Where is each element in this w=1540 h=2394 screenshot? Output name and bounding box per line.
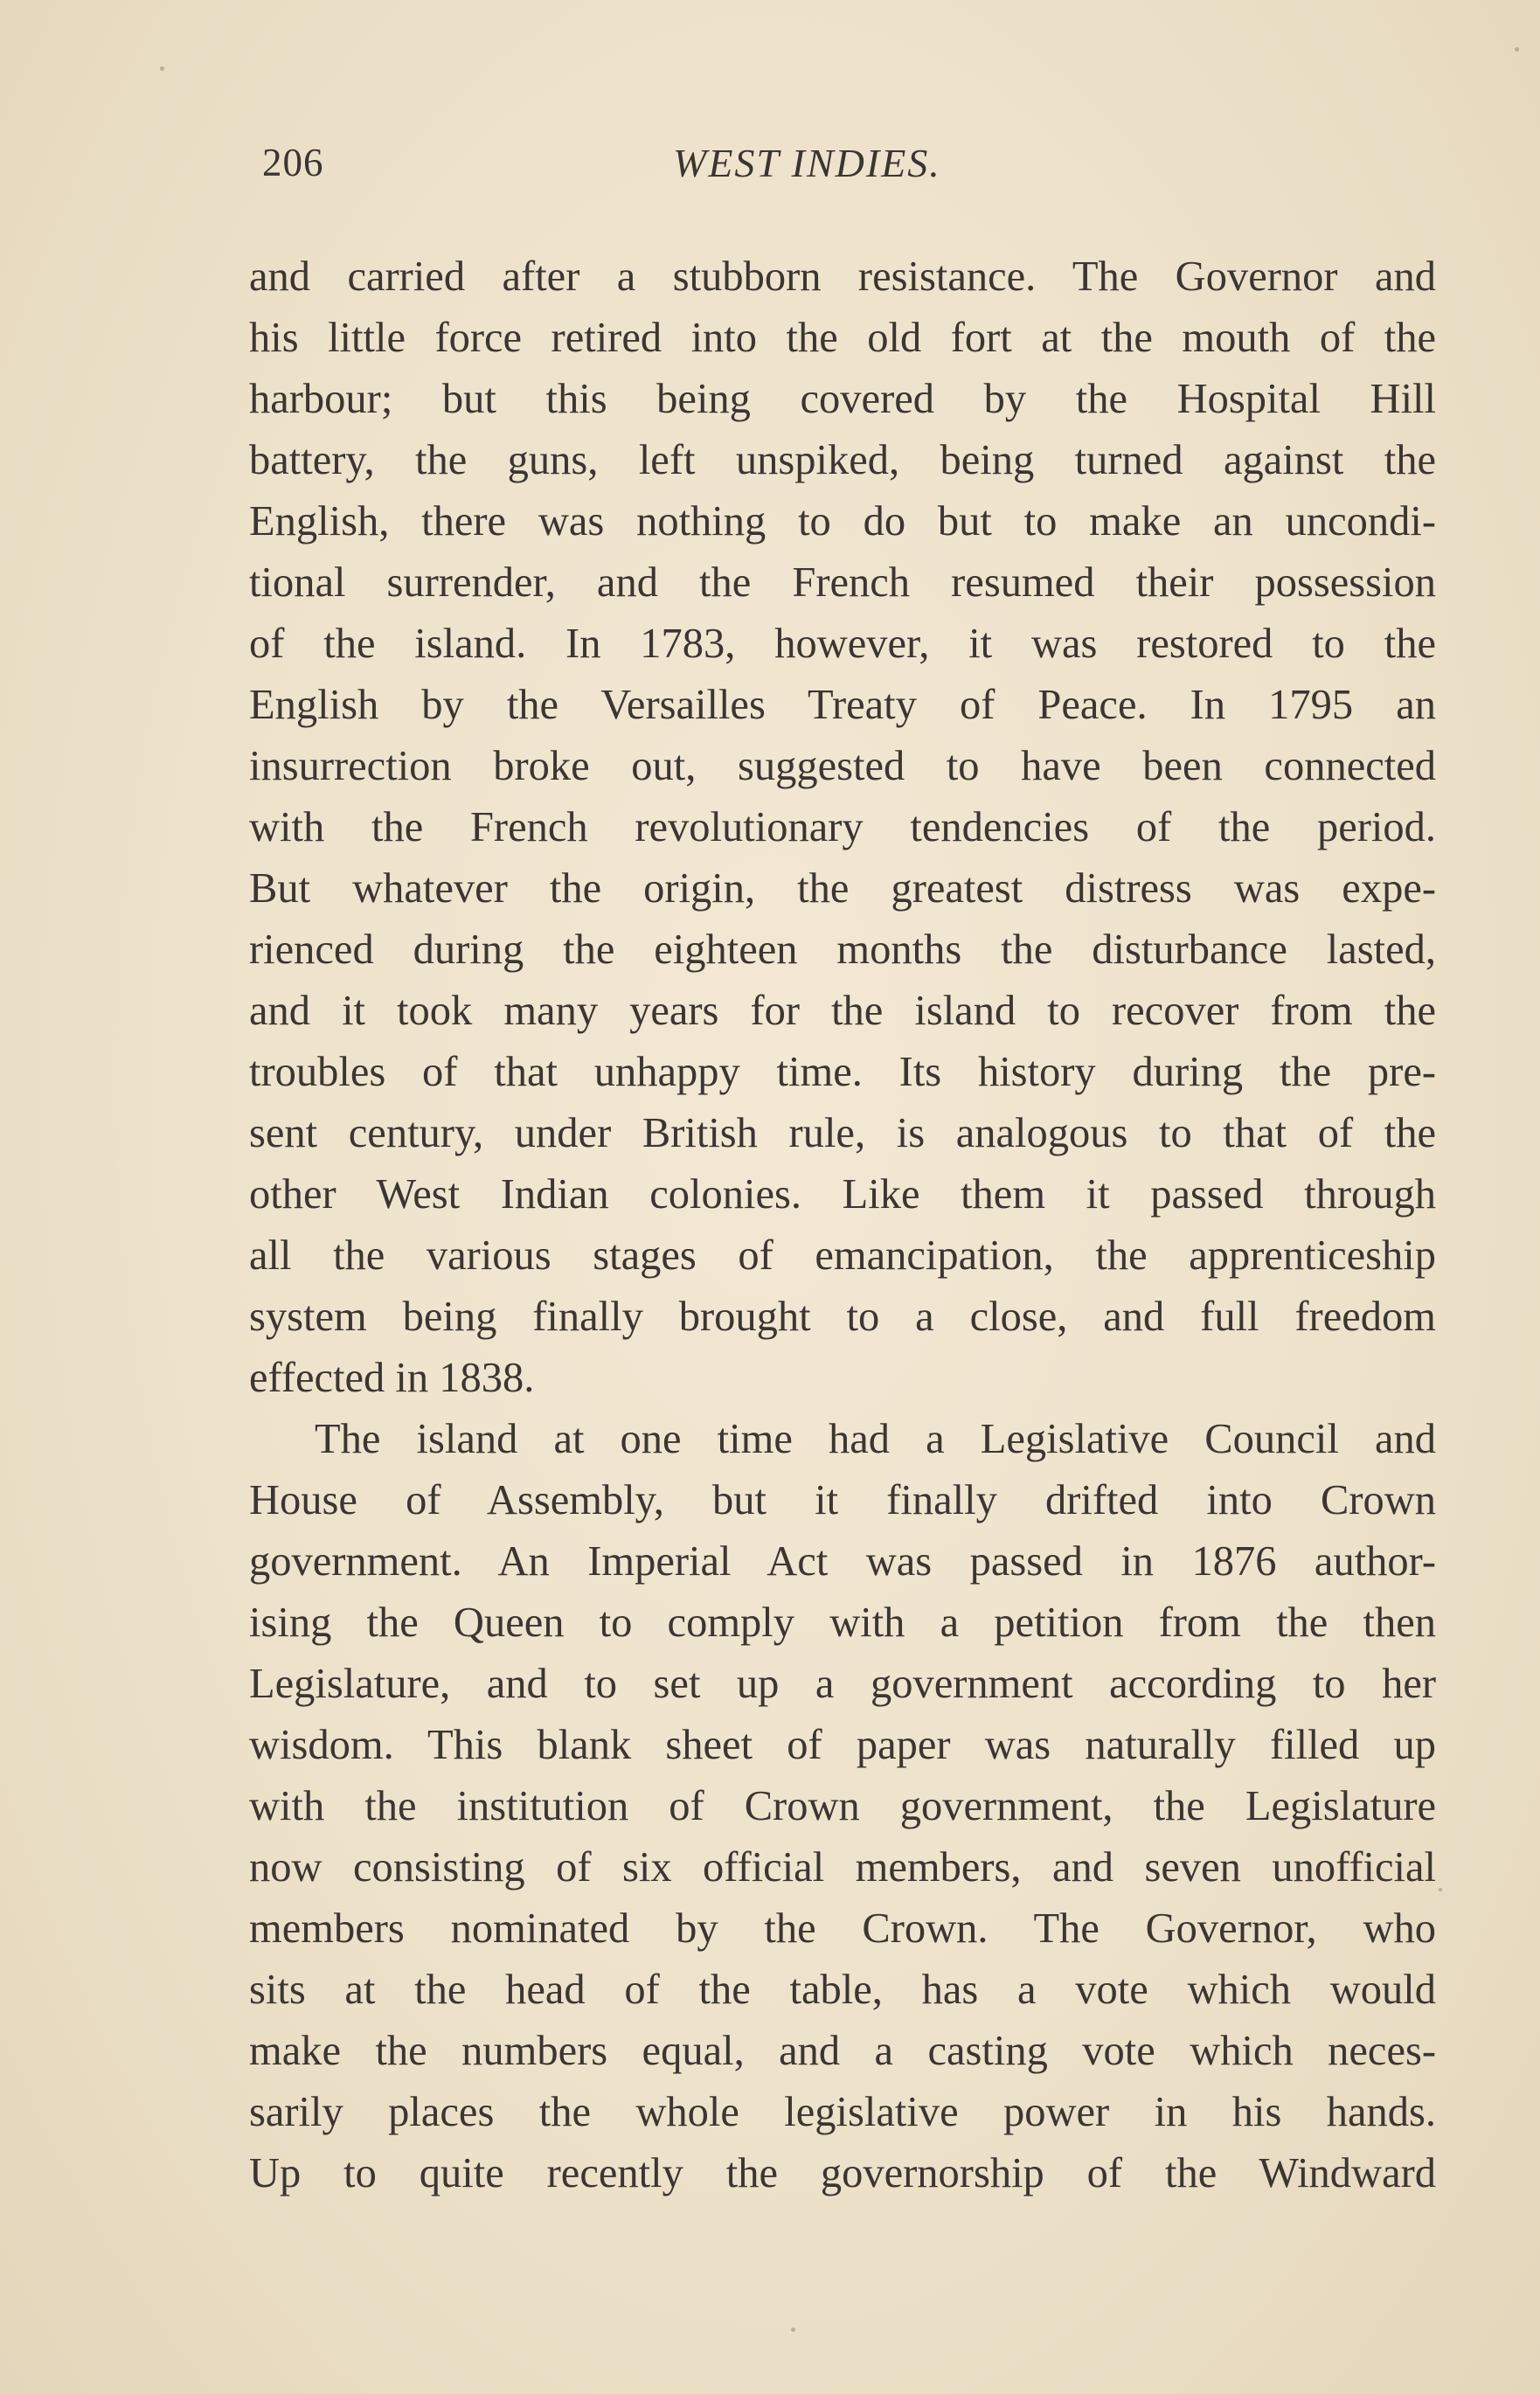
- running-head: WEST INDIES.: [673, 141, 941, 185]
- text-line: all the various stages of emancipation, the apprenticeship: [249, 1232, 1436, 1279]
- text-line: tional surrender, and the French resumed their possession: [249, 559, 1436, 606]
- text-line: battery, the guns, left unspiked, being turned against the: [249, 437, 1436, 483]
- text-line: sits at the head of the table, has a vote which would: [249, 1967, 1436, 2013]
- text-line: and carried after a stubborn resistance. The Governor and: [249, 253, 1436, 300]
- text-line: sarily places the whole legislative power in his hands.: [249, 2089, 1436, 2135]
- text-line: government. An Imperial Act was passed in 1876 author-: [249, 1538, 1436, 1585]
- paper-speck: [160, 66, 164, 71]
- text-line: members nominated by the Crown. The Governor, who: [249, 1905, 1436, 1952]
- text-line: troubles of that unhappy time. Its history during the pre-: [249, 1049, 1436, 1095]
- text-line: sent century, under British rule, is analogous to that of the: [249, 1110, 1436, 1156]
- text-line: Up to quite recently the governorship of the Windward: [249, 2150, 1436, 2196]
- text-line: effected in 1838.: [249, 1355, 535, 1401]
- text-line: insurrection broke out, suggested to have been connected: [249, 743, 1436, 789]
- text-line: of the island. In 1783, however, it was restored to the: [249, 621, 1436, 667]
- paragraph-1: [249, 246, 1436, 1409]
- text-line: now consisting of six official members, and seven unofficial: [249, 1844, 1436, 1891]
- page-number: 206: [262, 141, 324, 184]
- text-line: rienced during the eighteen months the disturbance lasted,: [249, 926, 1436, 973]
- text-line: English, there was nothing to do but to make an uncondi-: [249, 498, 1436, 545]
- body-text: [249, 246, 1436, 2204]
- text-line: ising the Queen to comply with a petition from the then: [249, 1599, 1436, 1646]
- text-line: But whatever the origin, the greatest distress was expe-: [249, 865, 1436, 912]
- paragraph-2: [249, 1409, 1436, 2204]
- text-line: Legislature, and to set up a government according to her: [249, 1661, 1436, 1707]
- text-line: with the institution of Crown government, the Legislature: [249, 1783, 1436, 1829]
- text-line: system being finally brought to a close, and full freedom: [249, 1294, 1436, 1340]
- paper-speck: [1515, 47, 1519, 52]
- text-line: English by the Versailles Treaty of Peace. In 1795 an: [249, 682, 1436, 728]
- text-line: other West Indian colonies. Like them it passed through: [249, 1171, 1436, 1218]
- text-line: with the French revolutionary tendencies of the period.: [249, 804, 1436, 850]
- text-line: and it took many years for the island to recover from the: [249, 988, 1436, 1034]
- text-line: harbour; but this being covered by the Hospital Hill: [249, 376, 1436, 422]
- text-line: his little force retired into the old fort at the mouth of the: [249, 315, 1436, 361]
- text-line: House of Assembly, but it finally drifted into Crown: [249, 1477, 1436, 1523]
- text-line: The island at one time had a Legislative Council and: [315, 1416, 1436, 1462]
- paper-speck: [1439, 1888, 1442, 1891]
- text-line: wisdom. This blank sheet of paper was naturally filled up: [249, 1722, 1436, 1768]
- paper-speck: [791, 2328, 795, 2332]
- page-header: [262, 140, 1433, 201]
- text-line: make the numbers equal, and a casting vote which neces-: [249, 2028, 1436, 2074]
